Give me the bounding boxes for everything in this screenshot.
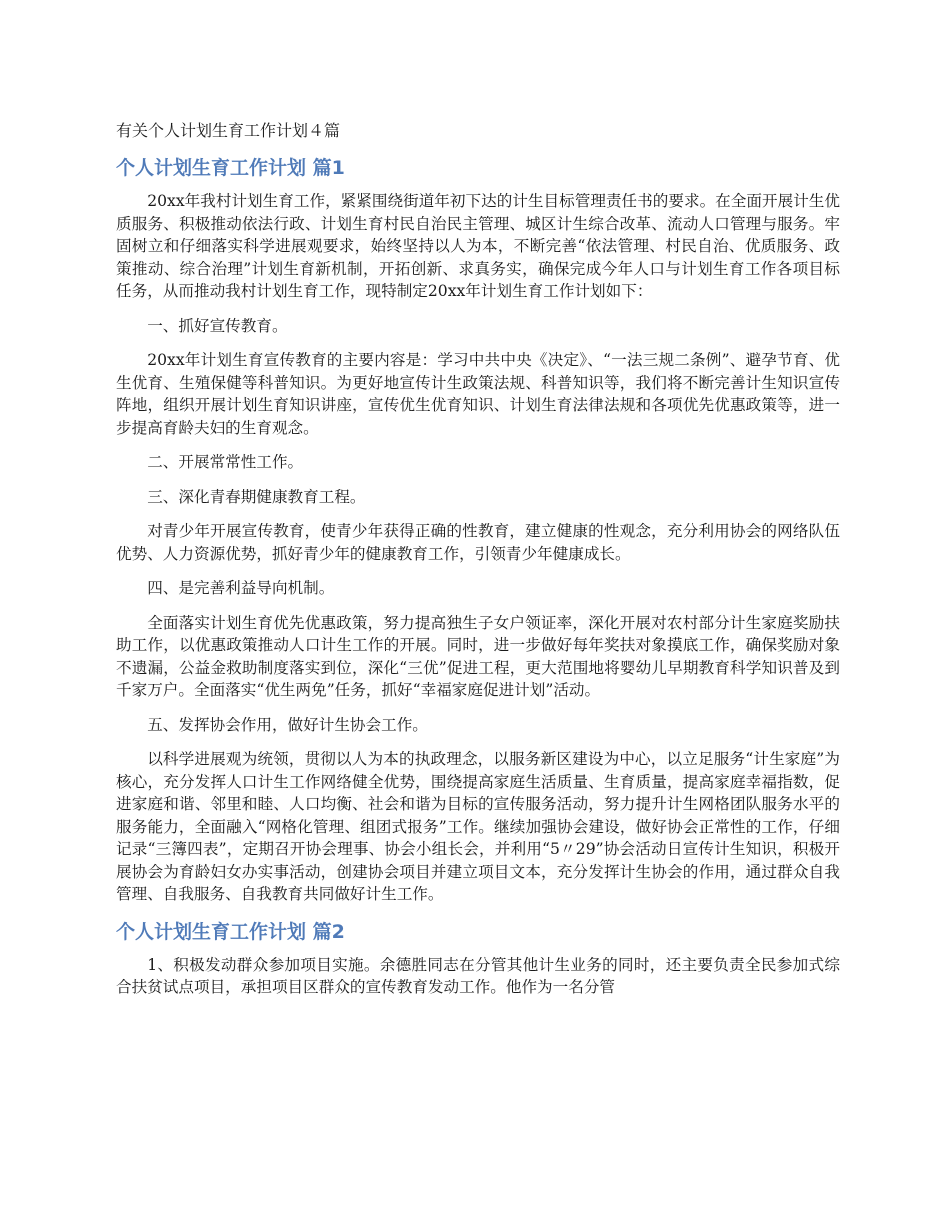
paragraph: 四、是完善利益导向机制。 xyxy=(147,579,335,597)
section-2 xyxy=(116,918,840,999)
paragraph: 二、开展常常性工作。 xyxy=(147,453,304,471)
section-1 xyxy=(116,154,840,906)
document-page xyxy=(116,118,840,1011)
paragraph: 对青少年开展宣传教育，使青少年获得正确的性教育，建立健康的性观念，充分利用协会的网络队伍优势、人力资源优势，抓好青少年的健康教育工作，引领青少年健康成长。 xyxy=(116,522,840,563)
paragraph: 全面落实计划生育优先优惠政策，努力提高独生子女户领证率，深化开展对农村部分计生家庭奖励扶助工作，以优惠政策推动人口计生工作的开展。同时，进一步做好每年奖扶对象摸底工作，确保奖励对象不遗漏，公益金救助制度落实到位，深化“三优”促进工程，更大范围地将婴幼儿早期教育科学知识普及到千家万户。全面落实“优生两免”任务，抓好“幸福家庭促进计划”活动。 xyxy=(116,613,840,699)
paragraph: 三、深化青春期健康教育工程。 xyxy=(147,487,366,506)
paragraph: 一、抓好宣传教育。 xyxy=(147,316,288,335)
section-heading: 个人计划生育工作计划 篇1 xyxy=(116,157,345,179)
document-title: 有关个人计划生育工作计划４篇 xyxy=(116,121,341,140)
paragraph: 20xx年计划生育宣传教育的主要内容是：学习中共中央《决定》、“一法三规二条例”、避孕节育、优生优育、生殖保健等科普知识。为更好地宣传计生政策法规、科普知识等，我们将不断完善计生知识宣传阵地，组织开展计划生育知识讲座，宣传优生优育知识、计划生育法律法规和各项优先优惠政策等，进一步提高育龄夫妇的生育观念。 xyxy=(116,351,840,437)
paragraph: 以科学进展观为统领，贯彻以人为本的执政理念，以服务新区建设为中心，以立足服务“计生家庭”为核心，充分发挥人口计生工作网络健全优势，围绕提高家庭生活质量、生育质量，提高家庭幸福指数，促进家庭和谐、邻里和睦、人口均衡、社会和谐为目标的宣传服务活动，努力提升计生网格团队服务水平的服务能力，全面融入“网格化管理、组团式报务”工作。继续加强协会建设，做好协会正常性的工作，仔细记录“三簿四表”，定期召开协会理事、协会小组长会，并利用“5〃29”协会活动日宣传计生知识，积极开展协会为育龄妇女办实事活动，创建协会项目并建立项目文本，充分发挥计生协会的作用，通过群众自我管理、自我服务、自我教育共同做好计生工作。 xyxy=(116,750,840,903)
section-heading: 个人计划生育工作计划 篇2 xyxy=(116,920,345,943)
paragraph: 五、发挥协会作用，做好计生协会工作。 xyxy=(147,715,428,734)
paragraph: 1、积极发动群众参加项目实施。余德胜同志在分管其他计生业务的同时，还主要负责全民参加式综合扶贫试点项目，承担项目区群众的宣传教育发动工作。他作为一名分管 xyxy=(116,955,840,996)
paragraph: 20xx年我村计划生育工作，紧紧围绕街道年初下达的计生目标管理责任书的要求。在全面开展计生优质服务、积极推动依法行政、计划生育村民自治民主管理、城区计生综合改革、流动人口管理与服务。牢固树立和仔细落实科学进展观要求，始终坚持以人为本，不断完善“依法管理、村民自治、优质服务、政策推动、综合治理”计划生育新机制，开拓创新、求真务实，确保完成今年人口与计划生育工作各项目标任务，从而推动我村计划生育工作，现特制定20xx年计划生育工作计划如下： xyxy=(116,192,840,300)
